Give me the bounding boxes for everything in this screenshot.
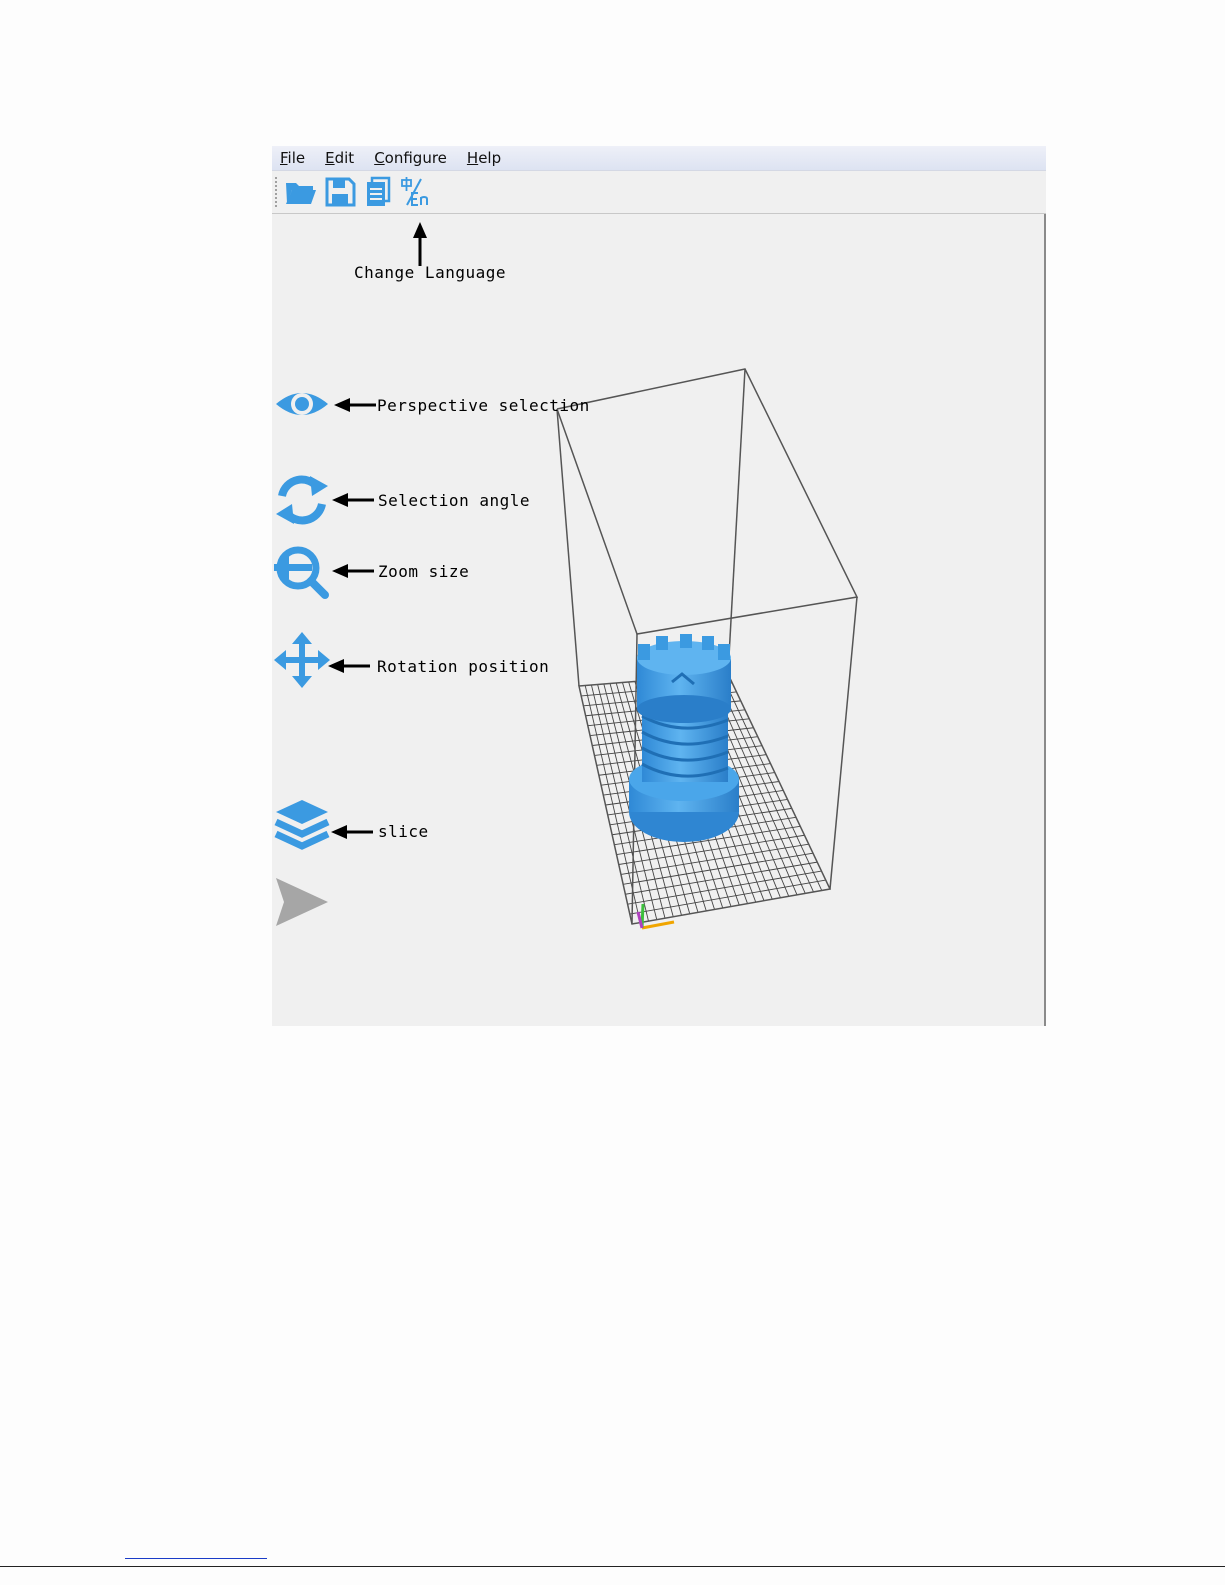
- slice-button[interactable]: [274, 798, 330, 854]
- left-arrow-icon: [328, 659, 370, 673]
- selection-angle-annotation: Selection angle: [378, 491, 530, 510]
- move-icon: [274, 632, 330, 688]
- menu-edit[interactable]: Edit: [325, 149, 355, 167]
- footer-rule: [0, 1566, 1225, 1567]
- menu-help[interactable]: Help: [466, 149, 502, 167]
- zoom-icon: [274, 544, 330, 600]
- layers-icon: [274, 798, 330, 854]
- send-icon: [274, 874, 330, 930]
- perspective-button[interactable]: [274, 376, 330, 432]
- send-button[interactable]: [274, 874, 330, 930]
- viewport[interactable]: [272, 214, 1046, 1026]
- menu-configure[interactable]: Configure: [374, 149, 447, 167]
- left-arrow-icon: [331, 825, 373, 839]
- build-volume-scene: [542, 364, 872, 944]
- rook-model: [629, 634, 739, 842]
- menu-file[interactable]: File: [280, 149, 306, 167]
- toolbar-grip[interactable]: [275, 177, 279, 207]
- menu-bar: [272, 146, 1046, 171]
- up-arrow-icon: [413, 222, 427, 266]
- eye-icon: [274, 376, 330, 432]
- left-arrow-icon: [332, 564, 374, 578]
- zoom-annotation: Zoom size: [378, 562, 470, 581]
- rotate-icon: [274, 472, 330, 528]
- change-language-button[interactable]: [399, 175, 433, 209]
- language-icon: [399, 175, 433, 209]
- save-icon: [323, 175, 357, 209]
- toolbar: [272, 171, 1046, 214]
- selection-angle-button[interactable]: [274, 472, 330, 528]
- change-language-annotation: Change Language: [354, 263, 506, 282]
- slice-annotation: slice: [378, 822, 429, 841]
- move-button[interactable]: [274, 632, 330, 688]
- save-button[interactable]: [323, 175, 357, 209]
- rotation-annotation: Rotation position: [377, 657, 550, 676]
- footer-link-underline: [125, 1558, 267, 1559]
- open-button[interactable]: [284, 175, 318, 209]
- app-window: [272, 146, 1046, 1026]
- open-folder-icon: [284, 175, 318, 209]
- copy-button[interactable]: [361, 175, 395, 209]
- copy-icon: [361, 175, 395, 209]
- left-arrow-icon: [334, 398, 376, 412]
- perspective-annotation: Perspective selection: [377, 396, 590, 415]
- zoom-button[interactable]: [274, 544, 330, 600]
- left-arrow-icon: [332, 493, 374, 507]
